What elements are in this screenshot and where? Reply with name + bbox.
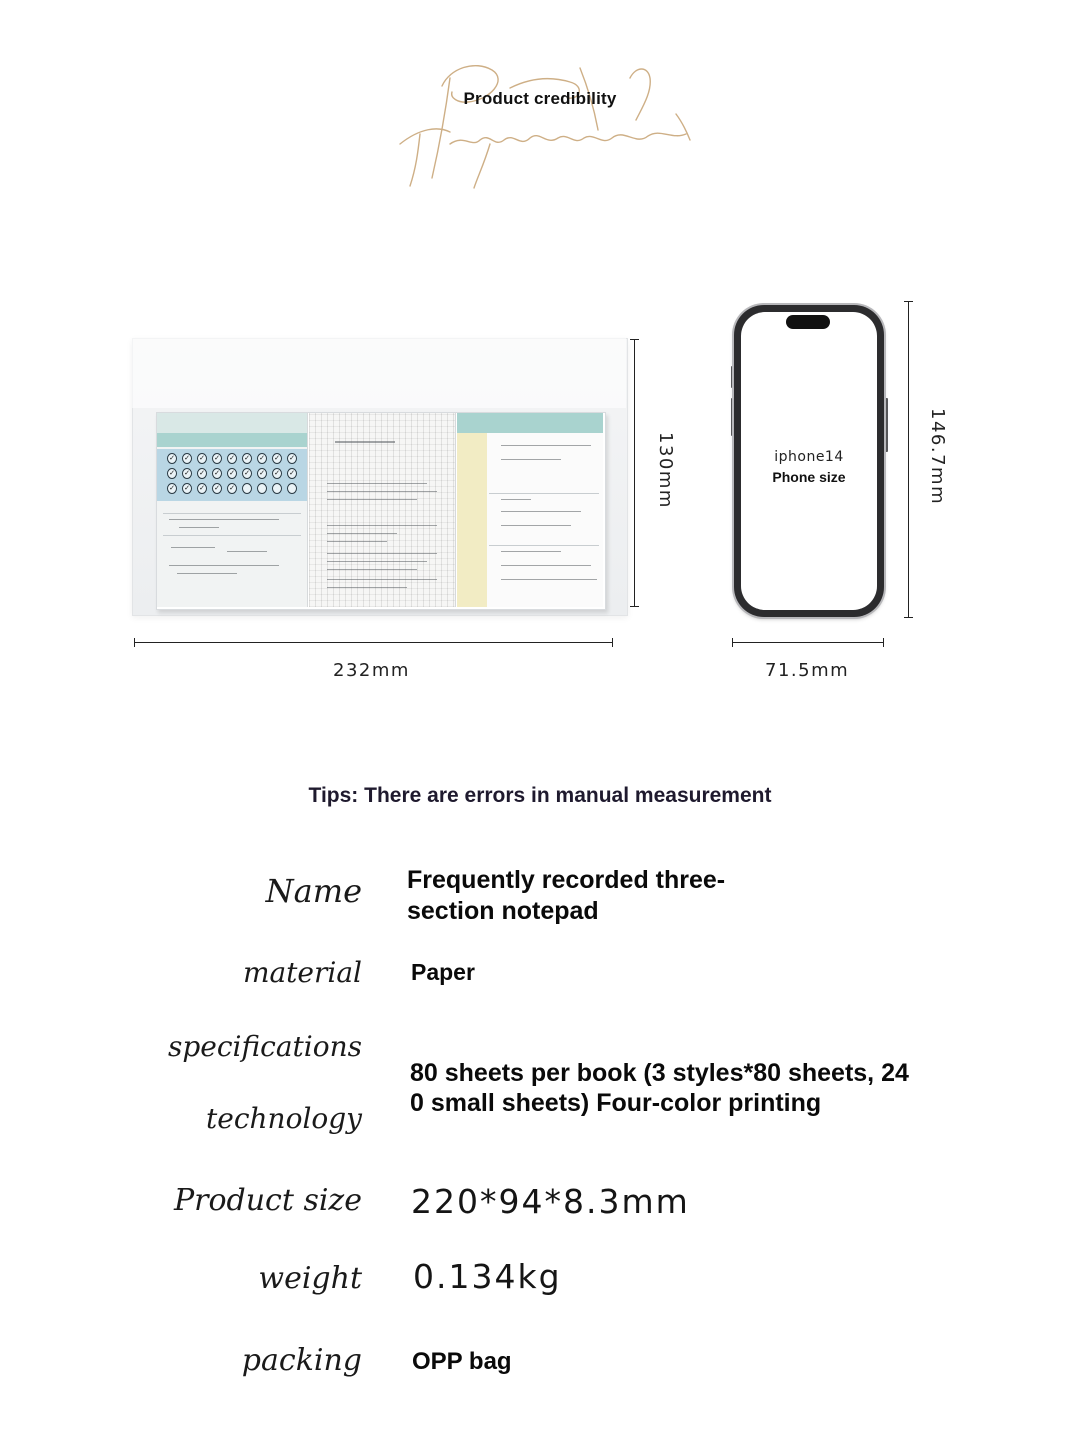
handwriting <box>327 579 437 580</box>
handwriting <box>335 441 395 443</box>
material-value: Paper <box>411 959 475 985</box>
handwriting <box>327 491 437 492</box>
handwriting <box>327 541 387 542</box>
name-value-line1: Frequently recorded three- <box>407 866 726 894</box>
handwriting <box>169 519 279 520</box>
check-row: ✓ ✓ ✓ ✓ ✓ ✓ ✓ ✓ ✓ <box>167 468 297 478</box>
handwriting <box>501 459 561 460</box>
svg-text:Product size: Product size <box>173 1183 362 1218</box>
phone-width-label: 71.5mm <box>765 660 850 681</box>
svg-text:material: material <box>242 956 362 989</box>
phone-size-caption: Phone size <box>772 469 846 485</box>
iphone-illustration <box>734 305 884 617</box>
weight-script-label <box>136 1256 366 1306</box>
svg-text:weight: weight <box>258 1261 362 1296</box>
notepad-left-header <box>157 413 307 433</box>
rule-line <box>489 545 599 546</box>
dimension-tick <box>612 638 613 647</box>
handwriting <box>501 511 581 512</box>
notepad-time-column <box>457 413 487 607</box>
handwriting <box>227 551 267 552</box>
phone-model-label: iphone14 <box>774 449 844 465</box>
phone-side-button <box>885 398 888 452</box>
measurement-tip: Tips: There are errors in manual measurement <box>308 784 772 807</box>
weight-value: 0.134kg <box>413 1257 562 1296</box>
notepad-left-band <box>157 433 307 447</box>
rule-line <box>489 493 599 494</box>
notepad-right-header <box>457 413 603 433</box>
check-row: ✓ ✓ ✓ ✓ ✓ <box>167 483 297 493</box>
handwriting <box>501 499 531 500</box>
dimension-tick <box>883 638 884 647</box>
handwriting <box>327 569 417 570</box>
dimension-tick <box>904 617 913 618</box>
product-information-script-logo <box>380 48 720 198</box>
name-value-line2: section notepad <box>407 897 599 925</box>
packing-script-label <box>136 1340 366 1390</box>
handwriting <box>327 499 417 500</box>
notepad-width-label: 232mm <box>333 660 410 681</box>
product-size-script-label <box>136 1176 366 1226</box>
dimension-tick <box>630 606 639 607</box>
notepad-product-photo <box>156 412 606 610</box>
notepad-left-section <box>157 413 308 607</box>
handwriting <box>501 565 591 566</box>
rule-line <box>163 535 301 536</box>
handwriting <box>327 561 427 562</box>
handwriting <box>169 565 279 566</box>
handwriting <box>501 551 561 552</box>
header-title: Product credibility <box>463 89 617 108</box>
handwriting <box>327 553 437 554</box>
notepad-height-line <box>634 339 635 607</box>
name-script-label <box>136 866 366 916</box>
handwriting <box>179 527 219 528</box>
handwriting <box>327 533 397 534</box>
notepad-middle-section <box>309 413 456 607</box>
svg-text:packing: packing <box>241 1343 362 1378</box>
dynamic-island <box>786 315 830 329</box>
notepad-height-label: 130mm <box>655 432 676 509</box>
specifications-script-label <box>136 1024 366 1074</box>
technology-script-label <box>136 1096 366 1146</box>
phone-height-label: 146.7mm <box>927 408 948 506</box>
handwriting <box>327 525 437 526</box>
product-size-value: 220*94*8.3mm <box>411 1182 690 1221</box>
rule-line <box>163 513 301 514</box>
svg-text:technology: technology <box>206 1102 362 1135</box>
specifications-value-line1: 80 sheets per book (3 styles*80 sheets, 24 <box>410 1059 909 1087</box>
check-row: ✓ ✓ ✓ ✓ ✓ ✓ ✓ ✓ ✓ <box>167 453 297 463</box>
phone-height-line <box>908 301 909 618</box>
handwriting <box>501 445 591 446</box>
handwriting <box>327 483 427 484</box>
packing-value: OPP bag <box>412 1348 512 1375</box>
handwriting <box>327 587 407 588</box>
handwriting <box>171 547 215 548</box>
handwriting <box>177 573 237 574</box>
specifications-value-line2: 0 small sheets) Four-color printing <box>410 1089 822 1117</box>
bag-flap <box>132 338 626 408</box>
notepad-width-line <box>134 642 613 643</box>
material-script-label <box>136 950 366 1000</box>
svg-text:specifications: specifications <box>167 1030 362 1063</box>
handwriting <box>501 525 571 526</box>
svg-text:Name: Name <box>265 872 362 910</box>
handwriting <box>501 579 597 580</box>
phone-width-line <box>732 642 884 643</box>
